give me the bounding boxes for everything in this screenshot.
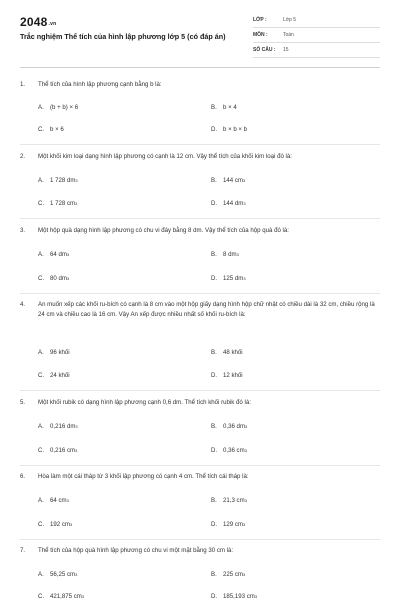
question-divider	[20, 539, 380, 540]
option-c[interactable]: C. 0,216 cm 3	[38, 447, 78, 454]
option-letter: A.	[38, 571, 44, 578]
option-letter: C.	[38, 275, 45, 282]
option-d[interactable]	[211, 372, 243, 379]
question-divider	[20, 218, 380, 219]
question-text: Một khối kim loại dạng hình lập phương có cạnh là 12 cm. Vậy thể tích của khối kim loại đó là:	[38, 153, 292, 160]
meta-row-count	[253, 44, 380, 58]
question-4	[20, 300, 375, 320]
question-divider	[20, 390, 380, 391]
option-letter: A.	[38, 423, 44, 430]
question-divider	[20, 293, 380, 294]
option-letter: C.	[38, 593, 45, 600]
option-letter: A.	[38, 349, 44, 356]
option-letter: A.	[38, 497, 44, 504]
option-a[interactable]: A. 64 cm 3	[38, 497, 69, 504]
option-d[interactable]: D. 0,36 cm 3	[211, 447, 247, 454]
option-text: b × b × b	[223, 126, 248, 133]
question-number: 4.	[20, 301, 26, 308]
option-letter: C.	[38, 372, 45, 379]
option-b[interactable]	[211, 104, 237, 111]
option-text: 56,25 cm	[50, 571, 76, 578]
meta-value: 15	[283, 47, 289, 54]
option-letter: C.	[38, 521, 45, 528]
document-title: Trắc nghiệm Thể tích của hình lập phương lớp 5 (có đáp án)	[20, 32, 226, 41]
option-letter: D.	[211, 521, 218, 528]
question-text: Thể tích của hộp quà hình lập phương có chu vi một mặt bằng 30 cm là:	[38, 547, 234, 554]
option-a[interactable]: A. 64 dm 3	[38, 251, 70, 258]
option-letter: B.	[211, 349, 217, 356]
option-text: 144 cm	[223, 177, 243, 184]
option-text: 144 dm	[223, 200, 244, 207]
option-letter: B.	[211, 571, 217, 578]
option-a[interactable]: A. 0,216 dm 3	[38, 423, 78, 430]
option-letter: C.	[38, 447, 45, 454]
option-c[interactable]	[38, 126, 64, 133]
option-letter: D.	[211, 200, 218, 207]
option-letter: B.	[211, 497, 217, 504]
option-letter: C.	[38, 200, 45, 207]
question-divider	[20, 465, 380, 466]
option-letter: D.	[211, 447, 218, 454]
option-text: 192 cm	[50, 521, 70, 528]
option-text: 125 dm	[223, 275, 244, 282]
question-number: 6.	[20, 473, 26, 480]
question-2	[20, 152, 375, 162]
option-text: b × 6	[50, 126, 64, 133]
question-text: An muốn xếp các khối ru-bích có cạnh là 8 cm vào một hộp giấy dạng hình hộp chữ nhật có chiều dài là 32 cm, chiều rộng là 24 cm và chiều cao là 16 cm. Vậy An xếp được nhiều nhất số khối ru-bích là:	[38, 301, 375, 318]
option-letter: A.	[38, 251, 44, 258]
meta-key: MÔN :	[253, 32, 268, 39]
option-text: 64 dm	[50, 251, 67, 258]
header-divider	[20, 67, 380, 68]
option-a[interactable]	[38, 104, 78, 111]
option-text: b × 4	[223, 104, 237, 111]
option-d[interactable]: D. 144 dm 3	[211, 200, 246, 207]
question-text: Thể tích của hình lập phương cạnh bằng b là:	[38, 81, 162, 88]
question-3	[20, 226, 375, 236]
question-number: 3.	[20, 227, 26, 234]
option-d[interactable]	[211, 126, 247, 133]
option-text: 0,216 dm	[50, 423, 76, 430]
option-letter: B.	[211, 177, 217, 184]
option-c[interactable]: C. 1 728 cm 3	[38, 200, 78, 207]
site-logo[interactable]	[20, 15, 56, 29]
option-text: 96 khối	[50, 349, 70, 356]
option-b[interactable]: B. 225 cm 3	[211, 571, 246, 578]
option-b[interactable]: B. 21,3 cm 3	[211, 497, 247, 504]
question-number: 1.	[20, 81, 26, 88]
meta-table	[253, 14, 380, 59]
option-text: 421,875 cm	[50, 593, 82, 600]
option-text: 185,193 cm	[223, 593, 255, 600]
meta-row-subject	[253, 29, 380, 43]
question-5	[20, 398, 375, 408]
option-b[interactable]: B. 0,36 dm 3	[211, 423, 248, 430]
option-text: (b + b) × 6	[50, 104, 79, 111]
option-letter: B.	[211, 423, 217, 430]
option-letter: A.	[38, 177, 44, 184]
option-letter: A.	[38, 104, 44, 111]
option-text: 225 cm	[223, 571, 243, 578]
option-text: 80 dm	[50, 275, 67, 282]
meta-value: Lớp 5	[283, 17, 297, 24]
option-text: 48 khối	[223, 349, 243, 356]
option-a[interactable]	[38, 349, 70, 356]
logo-text: 2048	[20, 15, 48, 29]
option-text: 0,36 dm	[223, 423, 246, 430]
option-text: 64 cm	[50, 497, 67, 504]
option-c[interactable]: C. 80 dm 3	[38, 275, 70, 282]
question-divider	[20, 144, 380, 145]
option-letter: D.	[211, 126, 218, 133]
question-text: Một hộp quà dạng hình lập phương có chu vi đáy bằng 8 dm. Vậy thể tích của hộp quà đó là:	[38, 227, 289, 234]
meta-key: SỐ CÂU :	[253, 47, 276, 54]
option-text: 1 728 cm	[50, 200, 76, 207]
question-text: Hòa làm một cái tháp từ 3 khối lập phương có cạnh 4 cm. Thể tích cái tháp là:	[38, 473, 249, 480]
question-number: 2.	[20, 153, 26, 160]
option-letter: C.	[38, 126, 45, 133]
question-number: 7.	[20, 547, 26, 554]
meta-key: LỚP :	[253, 17, 267, 24]
meta-value: Toán	[283, 32, 294, 39]
option-c[interactable]: C. 192 cm 3	[38, 521, 73, 528]
option-b[interactable]: B. 144 cm 3	[211, 177, 246, 184]
option-c[interactable]	[38, 372, 70, 379]
option-text: 12 khối	[223, 372, 243, 379]
option-text: 0,216 cm	[50, 447, 76, 454]
logo-suffix: .vn	[48, 21, 57, 27]
option-d[interactable]: D. 185,193 cm 3	[211, 593, 258, 600]
option-text: 129 cm	[223, 521, 243, 528]
option-letter: D.	[211, 593, 218, 600]
option-text: 1 728 dm	[50, 177, 76, 184]
question-1	[20, 80, 375, 90]
option-a[interactable]: A. 56,25 cm 3	[38, 571, 78, 578]
option-letter: B.	[211, 104, 217, 111]
option-b[interactable]	[211, 349, 243, 356]
option-text: 0,36 cm	[223, 447, 245, 454]
option-letter: B.	[211, 251, 217, 258]
question-6	[20, 472, 375, 482]
option-text: 8 dm	[223, 251, 237, 258]
option-b[interactable]: B. 8 dm 3	[211, 251, 239, 258]
question-text: Một khối rubik có dạng hình lập phương cạnh 0,6 dm. Thể tích khối rubik đó là:	[38, 399, 251, 406]
option-a[interactable]: A. 1 728 dm 3	[38, 177, 78, 184]
option-text: 24 khối	[50, 372, 70, 379]
meta-row-class	[253, 14, 380, 28]
question-number: 5.	[20, 399, 26, 406]
option-text: 21,3 cm	[223, 497, 245, 504]
option-letter: D.	[211, 372, 218, 379]
option-d[interactable]: D. 129 cm 3	[211, 521, 246, 528]
option-c[interactable]: C. 421,875 cm 3	[38, 593, 85, 600]
option-letter: D.	[211, 275, 218, 282]
option-d[interactable]: D. 125 dm 3	[211, 275, 246, 282]
question-7	[20, 546, 375, 556]
